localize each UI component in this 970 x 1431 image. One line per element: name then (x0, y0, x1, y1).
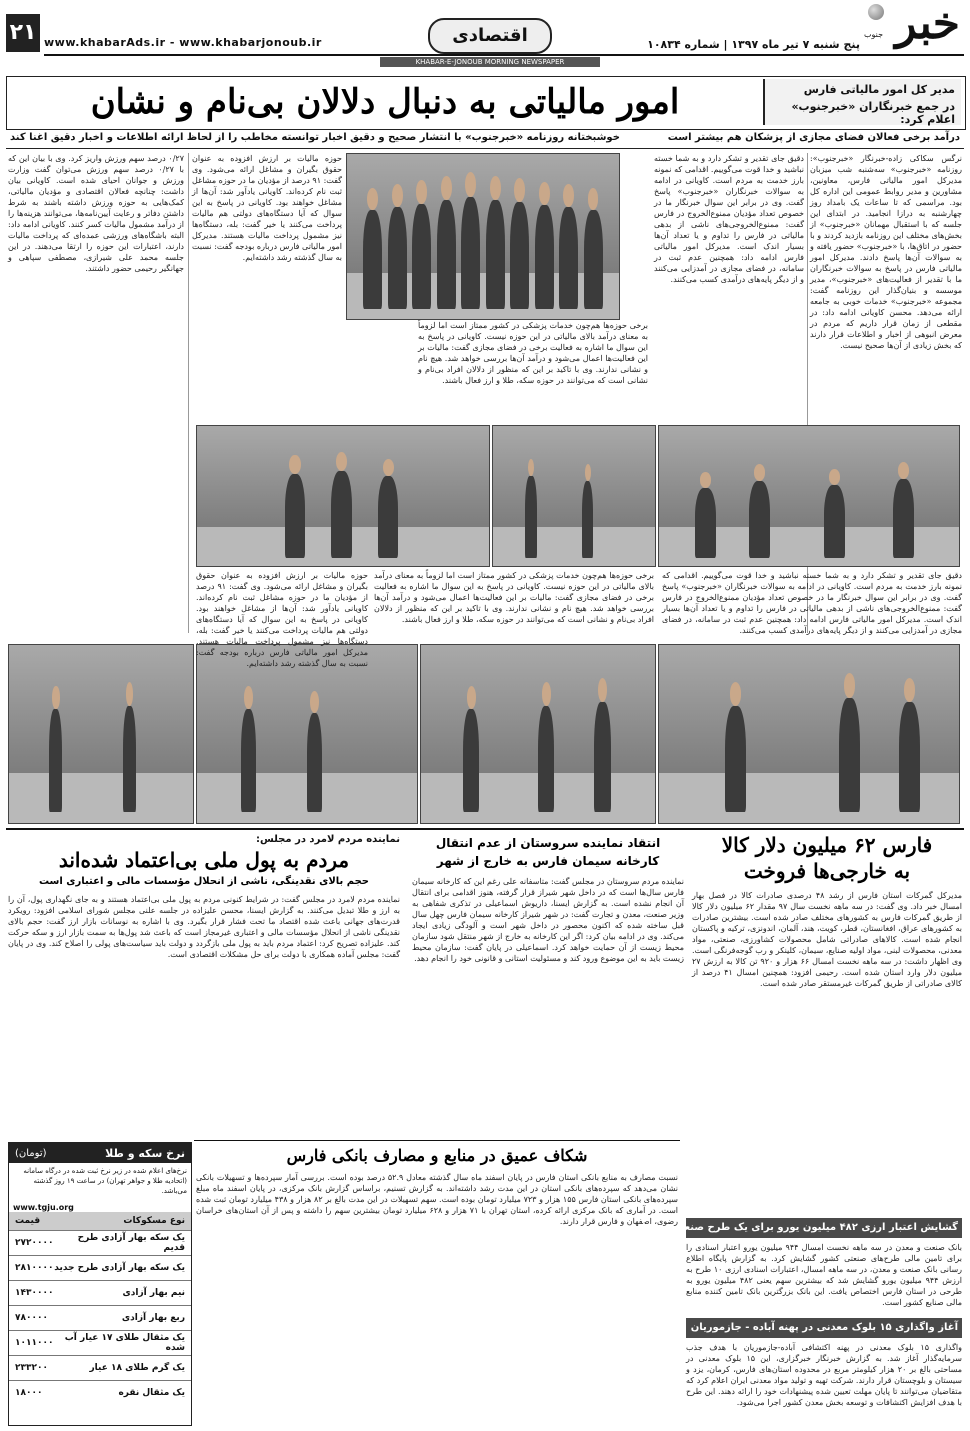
lead-continued-2: برخی حوزه‌ها هم‌چون خدمات پزشکی در کشور ممتاز است اما لزوماً به معنای درآمد بالای مالیاتی در این حوزه نیست. کاویانی در پاسخ به این سوال ما اشاره به فعالیت برخی در فضای مجازی گفت: مالیات بر این فعالیت‌ها اعمال می‌شود و درآمد آن‌ها بررسی خواهد شد. هیچ نام و نشانی ندارند. وی با تاکید بر این که منظور از دلالان افراد بی‌نام و نشانی است که می‌توانند در حوزه سکه، طلا و ارز فعال باشند. (374, 571, 654, 624)
dollar-body: مدیرکل گمرکات استان فارس از رشد ۴۸ درصدی صادرات کالا در فصل بهار امسال خبر داد. وی گفت: در سه ماهه نخست سال ۹۷ مقدار ۶۲ میلیون دلار کالا از طریق گمرکات فارس به کشورهای مختلف صادر شده است. بیشترین صادرات به کشورهای عراق، افغانستان، قطر، کویت، هند، آلمان، اندونزی، ترکیه و پاکستان انجام شده است. کالاهای صادراتی شامل محصولات کشاورزی، صنعتی، مواد معدنی، محصولات لبنی، مواد اولیه صنایع، سیمان، کلینکر و رب گوجه‌فرنگی است. وی اظهار داشت: در سه ماهه نخست امسال ۶۶ هزار و ۹۲۰ تن کالا به ارزش ۲۷ میلیون دلار وارد استان شده است. رحیمی افزود: همچنین امسال ۴۱ درصد از کالای صادراتی از طریق گمرکات غیرمستقر صادر شده است. (692, 891, 963, 988)
price-site[interactable]: www.tgju.org (13, 1203, 74, 1212)
story-cement (412, 832, 684, 1132)
coin-name: یک سکه بهار آزادی طرح جدید (54, 1263, 185, 1273)
lead-column-2: دقیق جای تقدیر و تشکر دارد و به شما خسته نباشید و خدا قوت می‌گوییم. اقدامی که نمونه بارز خدمت به مردم است. کاویانی در ادامه به سوالات خبرنگاران «خبرجنوب» پاسخ گفت. وی در برابر این سوال خبرنگار ما در خصوص تعداد مؤدیان ممنوع‌الخروج در فارس گفت: ممنوع‌الخروجی‌های ناشی از بدهی مالیاتی در فارس را تداوم و یا تعداد آن‌ها بسیار اندک است. مدیرکل امور مالیاتی فارس ادامه داد: همچنین عدم ثبت در سامانه، در فضای مجازی در آمدزایی می‌کنند و از دیگر پایه‌های درآمدی کسب می‌کنند. (654, 154, 804, 284)
investment-body: بانک صنعت و معدن در سه ماهه نخست امسال ۹۴۴ میلیون یورو اعتبار اسنادی را برای تامین مالی طرح‌های صنعتی کشور گشایش کرد. به گزارش پایگاه اطلاع رسانی بانک صنعت و معدن، در سه ماهه امسال، اعتبارات اسنادی ارزی ۱۰ طرح به ارزش ۹۴۴ میلیون یورو گشایش شد که بیشترین سهم یعنی ۴۸۲ میلیون یورو به طرحی در استان فارس اختصاص یافت. این بانک بزرگترین بانک تامین کننده منابع مالی صنایع کشور است. (686, 1243, 963, 1307)
bank-headline: شکاف عمیق در منابع و مصارف بانکی فارس (286, 1146, 588, 1165)
logo (864, 2, 960, 52)
photo-meeting (196, 425, 490, 567)
currency-body: نماینده مردم لامرد در مجلس گفت: در شرایط کنونی مردم به پول ملی بی‌اعتماد هستند و به جای نگهداری پول، آن را به ارز و طلا تبدیل می‌کنند. به گزارش ایسنا، محسن علیزاده در جلسه علنی مجلس شورای اسلامی افزود: رویکرد قدرت‌های جهانی باعث شده اقتصاد ما تحت فشار قرار بگیرد. وی با اشاره به نوسانات بازار ارز گفت: حجم بالای نقدینگی ناشی از انحلال مؤسسات مالی و اعتباری غیرمجاز است که باعث شد پول‌ها به سمت بازار ارز و سکه حرکت کند. علیزاده تصریح کرد: اعتماد مردم باید به پول ملی بازگردد و دولت باید سیاست‌های پولی را اصلاح کند. وی در پایان گفت: مجلس آماده همکاری با دولت برای حل مشکلات اقتصادی است. (8, 895, 401, 959)
price-title: نرخ سکه و طلا (105, 1146, 185, 1160)
photo-tour-1 (658, 644, 960, 824)
price-row (9, 1256, 191, 1281)
coin-price: ۲۸۱۰۰۰۰ (15, 1263, 54, 1273)
col-type: نوع مسکوکات (123, 1216, 185, 1226)
price-row (9, 1331, 191, 1356)
photo-newsroom (492, 425, 656, 567)
coin-name: یک مثقال نقره (118, 1388, 185, 1398)
section-rule (6, 828, 964, 830)
price-note: نرخ‌های اعلام شده در زیر نرخ ثبت شده در درگاه سامانه (اتحادیه طلا و جواهر تهران) در ساعت ۱۹ روز گذشته می‌باشد. (23, 1167, 187, 1195)
price-unit: (تومان) (15, 1147, 47, 1159)
sub-left: خوشبختانه روزنامه «خبرجنوب» با انتشار صحیح و دقیق اخبار توانسته مخاطب را از لحاظ ارائه اطلاعات و اخبار دقیق اغنا کند (10, 132, 620, 143)
date-line: پنج شنبه ۷ تیر ماه ۱۳۹۷ | شماره ۱۰۸۳۴ (647, 38, 860, 51)
sub-right: درآمد برخی فعالان فضای مجازی از پزشکان هم بیشتر است (667, 132, 960, 143)
lead-column-3: برخی حوزه‌ها هم‌چون خدمات پزشکی در کشور ممتاز است اما لزوماً به معنای درآمد بالای مالیاتی در این حوزه نیست. کاویانی در پاسخ به این سوال ما اشاره به فعالیت برخی در فضای مجازی گفت: مالیات بر این فعالیت‌ها اعمال می‌شود و درآمد آن‌ها بررسی خواهد شد. هیچ نام و نشانی ندارند. وی با تاکید بر این که منظور از دلالان افراد بی‌نام و نشانی است که می‌توانند در حوزه سکه، طلا و ارز فعال باشند. (418, 321, 648, 385)
lead-column-5: ۰/۲۷ درصد سهم ورزش واریز کرد. وی با بیان این که با ۰/۲۷ درصد سهم ورزش می‌توان گفت وزارت ورزش و جوانان احیای شده است. کاویانی بیان داشت: چنانچه فعالان اقتصادی و مؤدیان مالیاتی، کمک‌هایی به حوزه ورزش داشته باشند به شرط داشتن دفاتر و رعایت آیین‌نامه‌ها، می‌توانند هزینه‌ها را از درآمد مشمول مالیات کسر کنند. کاویانی ادامه داد: البته باشگاه‌های ورزشی عمده‌ای که پرداخت مالیات دارند، اعتبارات این حوزه را ارتقا می‌دهند. در این جلسه محمد علی شیرازی، مصطفی سپاهی و جهانگیر رحیمی حضور داشتند. (8, 154, 184, 273)
section-label: اقتصادی (452, 25, 528, 46)
col-price: قیمت (15, 1216, 41, 1226)
websites[interactable]: www.khabarAds.ir - www.khabarjonoub.ir (44, 36, 322, 49)
section-title (428, 18, 552, 54)
coin-name: یک مثقال طلای ۱۷ عیار آب شده (64, 1333, 185, 1353)
page-number: ۲۱ (6, 14, 40, 52)
column-divider (188, 153, 189, 633)
price-row (9, 1281, 191, 1306)
bank-body: نسبت مصارف به منابع بانکی استان فارس در پایان اسفند ماه سال گذشته معادل ۵۲.۹ درصد بوده است. بررسی آمار سپرده‌ها و تسهیلات بانکی نشان می‌دهد که سپرده‌های بانکی استان در این مدت رشد داشته‌اند. به گزارش تسنیم، براساس گزارش بانک مرکزی، در پایان اسفند ماه مبلغ سپرده‌های بانکی استان فارس ۱۵۵ هزار و ۷۲۳ میلیارد تومان بوده است. سهم تسهیلات در این مدت بالغ بر ۸۲ هزار و ۴۳۸ میلیارد تومان ثبت شده است. در آماری که بانک مرکزی ارائه کرده، استان تهران با ۷۱ هزار و ۶۲۸ میلیارد تومان بیشترین سهم را داشته و پس از آن استان‌های خراسان رضوی، اصفهان و فارس قرار دارند. (196, 1173, 679, 1226)
currency-kicker: نماینده مردم لامرد در مجلس: (255, 834, 400, 845)
story-bank (196, 1142, 678, 1424)
masthead (0, 0, 970, 74)
price-table (8, 1142, 192, 1426)
mining-headline: آغاز واگذاری ۱۵ بلوک معدنی در پهنه آباده - جازموریان (690, 1322, 958, 1333)
photo-tour-2 (420, 644, 656, 824)
coin-price: ۲۷۲۰۰۰۰ (15, 1238, 54, 1248)
price-row (9, 1231, 191, 1256)
photo-office-visit (658, 425, 960, 567)
logo-small: جنوب (864, 30, 884, 39)
coin-price: ۱۴۳۰۰۰۰ (15, 1288, 54, 1298)
paper-name-en: KHABAR-E-JONOUB MORNING NEWSPAPER (415, 58, 565, 66)
price-row (9, 1381, 191, 1405)
lead-subheads (6, 130, 964, 149)
price-col-header (9, 1212, 191, 1231)
kicker-line-1: مدیر کل امور مالیاتی فارس (803, 83, 955, 96)
cement-body: نماینده مردم سروستان در مجلس گفت: متاسفانه علی رغم این که کارخانه سیمان فارس سال‌ها است که در داخل شهر شیراز قرار گرفته، هنوز اقدامی برای انتقال آن انجام نشده است. به گزارش ایسنا، داریوش اسماعیلی در تذکری شفاهی به وزیر صنعت، معدن و تجارت گفت: در شهر شیراز کارخانه سیمان فارس چهل سال قبل ساخته شده که اکنون محصور در داخل شهر است و آلودگی زیادی ایجاد می‌کند. وی در ادامه بیان کرد: اگر این کارخانه به خارج از شهر منتقل شود سازمان محیط زیست از آن حمایت خواهد کرد. اسماعیلی در پایان گفت: سازمان محیط زیست باید به این موضوع ورود کند و مسئولیت استانی و قانونی خود را انجام دهد. (412, 877, 684, 963)
mining-headline-bar (686, 1318, 962, 1338)
coin-name: ربع بهار آزادی (121, 1313, 185, 1323)
bank-rule (194, 1140, 680, 1141)
lead-continued-3: حوزه مالیات بر ارزش افزوده به عنوان حقوق بگیران و مشاغل ارائه می‌شود. وی گفت: ۹۱ درصد از مؤدیان ما در حوزه مشاغل ثبت نام کرده‌اند. کاویانی یادآور شد: آن‌ها از مشاغل خواهند بود. کاویانی در پاسخ به این سوال که آیا دستگاه‌های دولتی هم مالیات پرداخت می‌کنند یا خیر گفت: بله، دستگاه‌ها نیز مشمول پرداخت مالیات هستند. مدیرکل امور مالیاتی فارس درباره بودجه گفت: نسبت به سال گذشته رشد داشته‌ایم. (196, 571, 368, 668)
photo-tour-4 (8, 644, 194, 824)
currency-sub: حجم بالای نقدینگی، ناشی از انحلال مؤسسات مالی و اعتباری است (38, 876, 370, 887)
price-table-header (9, 1143, 191, 1163)
price-row (9, 1356, 191, 1381)
lead-kicker (763, 79, 961, 125)
coin-name: یک سکه بهار آزادی طرح قدیم (77, 1233, 185, 1253)
investment-headline-bar (622, 1218, 962, 1238)
lead-column-4: حوزه مالیات بر ارزش افزوده به عنوان حقوق بگیران و مشاغل ارائه می‌شود. وی گفت: ۹۱ درصد از مؤدیان ما در حوزه مشاغل ثبت نام کرده‌اند. کاویانی یادآور شد: آن‌ها از مشاغل خواهند بود. کاویانی در پاسخ به این سوال که آیا دستگاه‌های دولتی هم مالیات پرداخت می‌کنند یا خیر گفت: بله، دستگاه‌ها نیز مشمول پرداخت مالیات هستند. مدیرکل امور مالیاتی فارس درباره بودجه گفت: نسبت به سال گذشته رشد داشته‌ایم. (192, 154, 342, 262)
investment-headline: گشایش اعتبار ارزی ۴۸۲ میلیون یورو برای یک طرح صنعتی در فارس (622, 1222, 958, 1233)
logo-text: خبر (895, 0, 960, 49)
cement-headline-2: کارخانه سیمان فارس به خارج از شهر (436, 854, 660, 868)
lead-continued-1: دقیق جای تقدیر و تشکر دارد و به شما خسته نباشید و خدا قوت می‌گوییم. اقدامی که نمونه بارز خدمت به مردم است. کاویانی در ادامه به سوالات خبرنگاران «خبرجنوب» پاسخ گفت. وی در برابر این سوال خبرنگار ما در خصوص تعداد مؤدیان ممنوع‌الخروج در فارس گفت: ممنوع‌الخروجی‌های ناشی از بدهی مالیاتی در فارس را تداوم و یا تعداد آن‌ها بسیار اندک است. مدیرکل امور مالیاتی فارس ادامه داد: همچنین عدم ثبت در سامانه، در فضای مجازی در آمدزایی می‌کنند و از دیگر پایه‌های درآمدی کسب می‌کنند. (662, 571, 962, 635)
dollar-headline-2: به خارجی‌ها فروخت (743, 859, 911, 883)
story-currency (8, 832, 400, 1132)
lead-column-1: نرگس سکاکی زاده-خبرنگار «خبرجنوب»: روزنامه «خبرجنوب» سه‌شنبه شب میزبان مدیرکل امور مالیاتی فارس، معاونین، مشاورین و مدیر روابط عمومی این اداره کل بود. مراسمی که تا ساعات یک بامداد روز چهارشنبه به درازا انجامید. در ابتدای این جلسه که با استقبال مهمانان «خبرجنوب» از بخش‌های مختلف این روزنامه بازدید کردند و با حضور در اتاق‌ها، با «خبرجنوب» حضور یافته و به سوالات آن‌ها پاسخ دادند. مدیرکل امور مالیاتی فارس در پاسخ به سوالات خبرنگاران ما با تقدیر از فعالیت‌های «خبرجنوب»، مدیر موسسه و بنیان‌گذار این روزنامه گفت: مجموعه «خبرجنوب» خدمات خوبی به جامعه ارائه می‌دهد. محسن کاویانی ادامه داد: در مقطعی از زمان قرار داریم که مردم در معرض انبوهی از اخبار و اطلاعات قرار دارند که بخش زیادی از آن‌ها صحیح نیست. (810, 154, 962, 350)
story-mining (686, 1318, 962, 1426)
lead-headline: امور مالیاتی به دنبال دلالان بی‌نام و نشان (90, 82, 680, 122)
coin-price: ۱۰۱۱۰۰۰ (15, 1338, 54, 1348)
paper-name-bar (380, 57, 600, 67)
group-photo (346, 153, 620, 320)
story-fars-dollar (692, 832, 962, 1212)
lead-headline-box (6, 76, 966, 130)
mining-body: واگذاری ۱۵ بلوک معدنی در پهنه اکتشافی آباده-جازموریان با هدف جذب سرمایه‌گذار آغاز شد. به گزارش خبرنگار خبرگزاری، این ۱۵ بلوک معدنی در مساحتی بالغ بر ۲۰ هزار کیلومتر مربع در محدوده استان‌های فارس، کرمان، یزد و سیستان و بلوچستان قرار دارند. شرکت تهیه و تولید مواد معدنی ایران اعلام کرد که متقاضیان می‌توانند تا پایان مهلت تعیین شده پیشنهادات خود را ارائه دهند. این طرح با هدف افزایش اکتشافات و توسعه بخش معدن کشور اجرا می‌شود. (686, 1343, 963, 1407)
dollar-headline-1: فارس ۶۲ میلیون دلار کالا (721, 833, 933, 857)
coin-name: یک گرم طلای ۱۸ عیار (89, 1363, 185, 1373)
coin-price: ۲۳۳۲۰۰ (15, 1363, 48, 1373)
cement-headline-1: انتقاد نماینده سروستان از عدم انتقال (435, 836, 661, 850)
masthead-rule (44, 54, 964, 56)
currency-headline: مردم به پول ملی بی‌اعتماد شده‌اند (58, 848, 350, 872)
price-row (9, 1306, 191, 1331)
coin-price: ۷۸۰۰۰۰ (15, 1313, 48, 1323)
story-investment (622, 1218, 963, 1314)
coin-price: ۱۸۰۰۰ (15, 1388, 43, 1398)
coin-name: نیم بهار آزادی (122, 1288, 185, 1298)
photo-tour-3 (196, 644, 418, 824)
globe-icon (868, 4, 884, 20)
kicker-line-2: در جمع خبرنگاران «خبرجنوب» اعلام کرد: (791, 100, 955, 126)
